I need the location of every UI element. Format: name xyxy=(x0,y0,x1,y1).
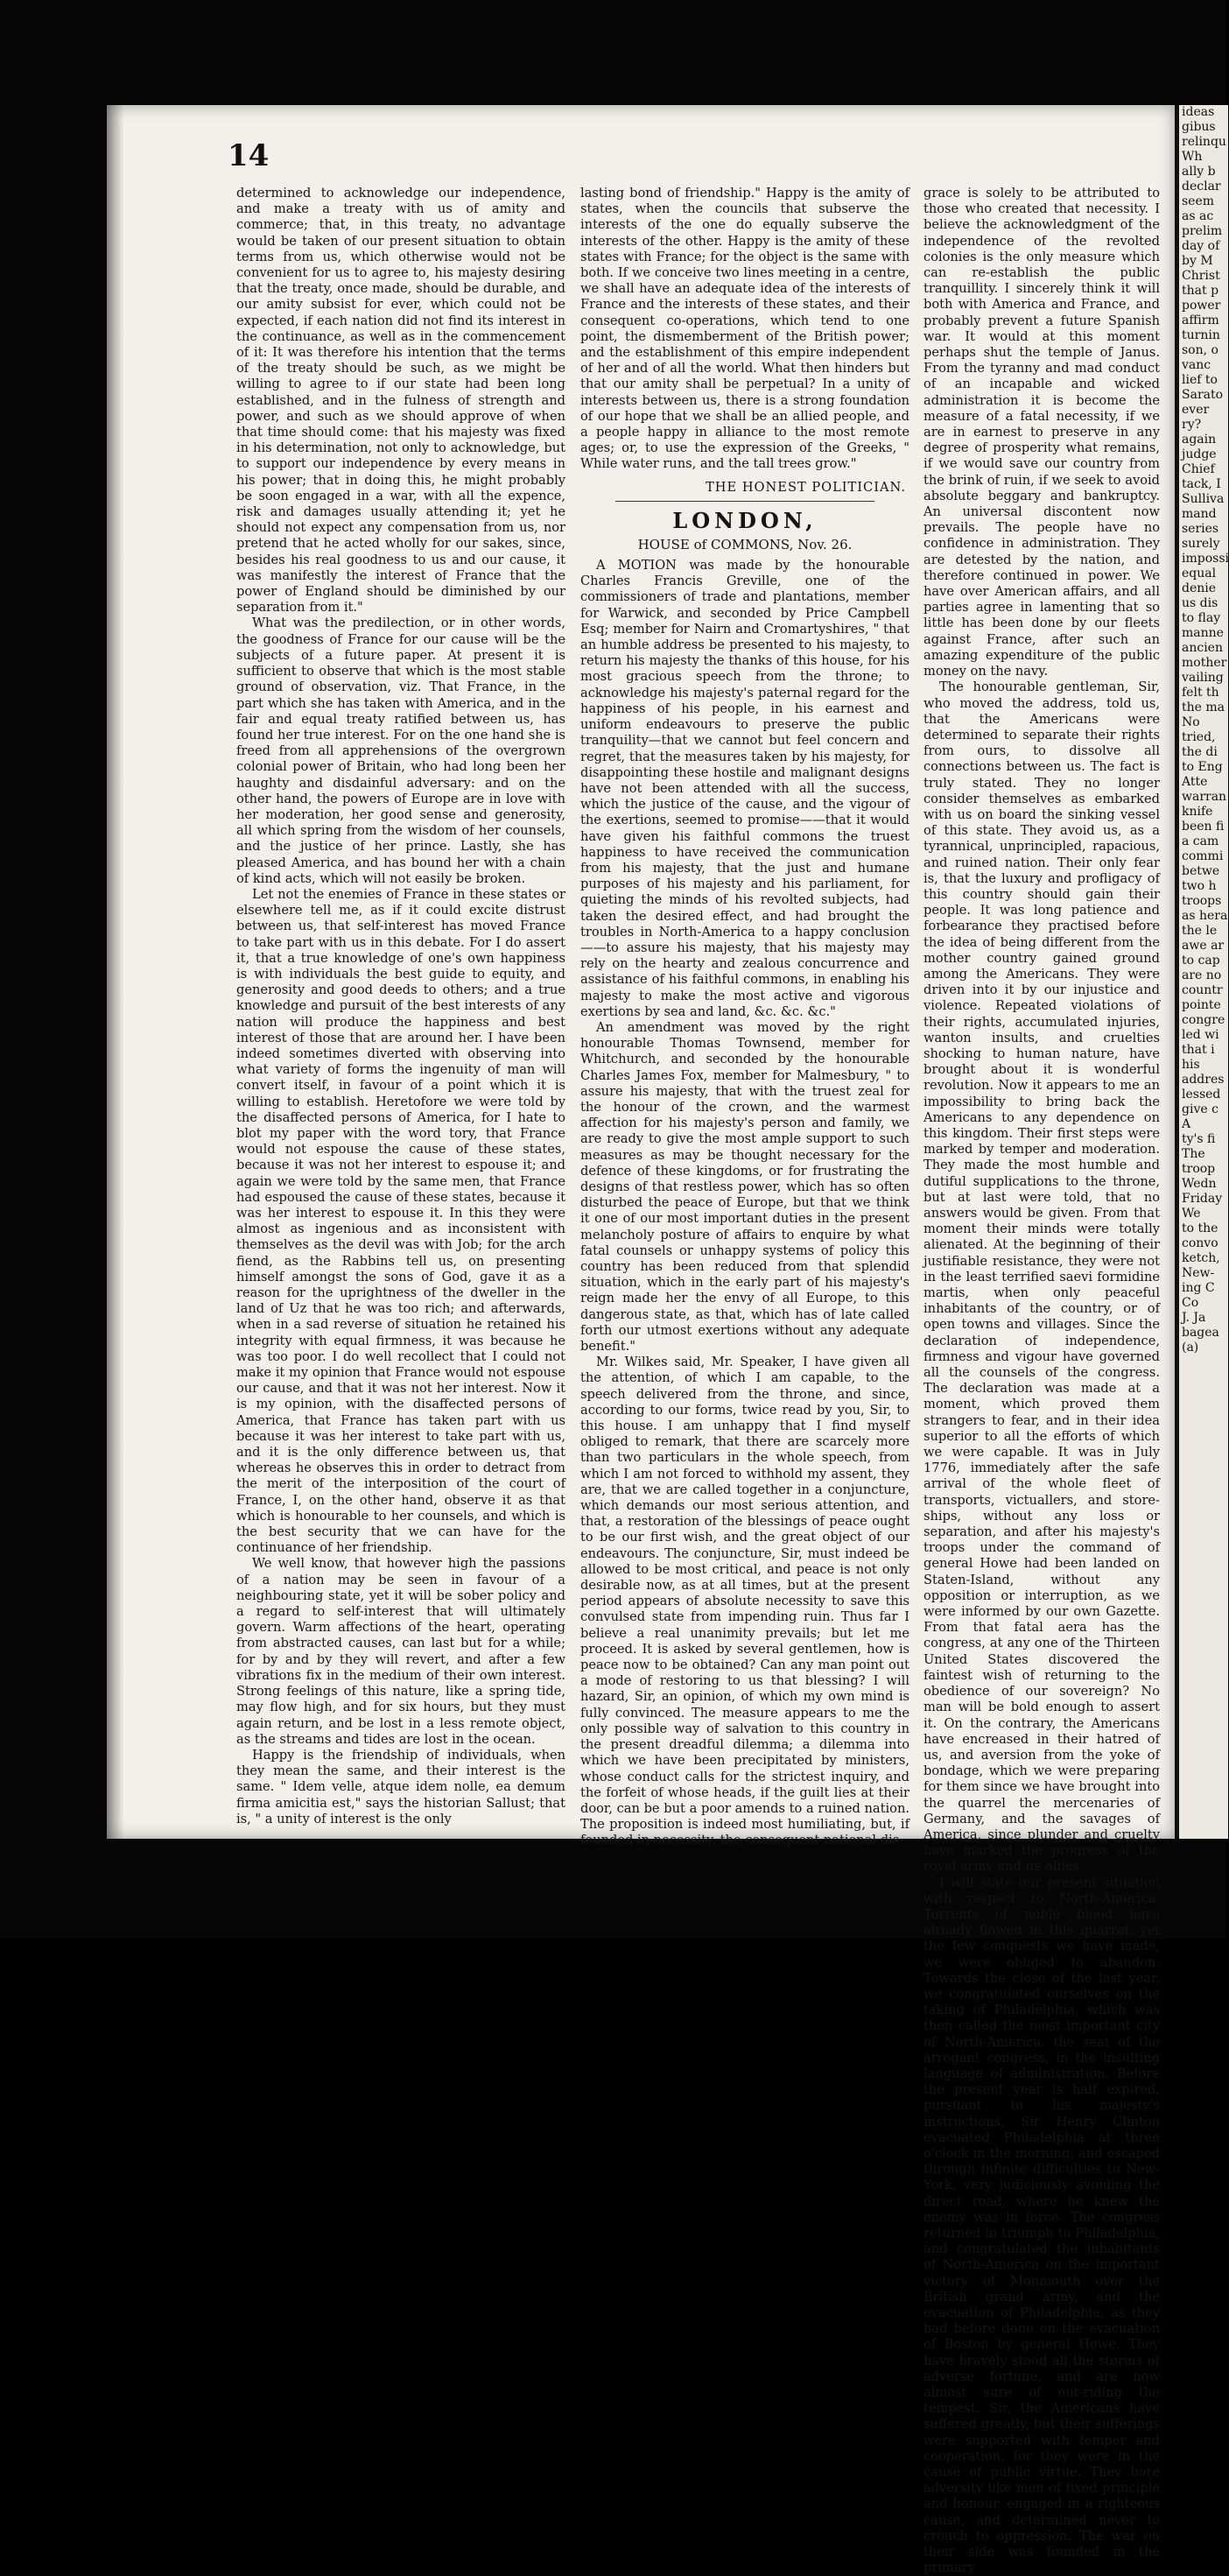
adjacent-fragment: ancien xyxy=(1182,641,1223,655)
adjacent-fragment: New- xyxy=(1182,1266,1215,1280)
adjacent-fragment: us dis xyxy=(1182,596,1218,610)
adjacent-fragment: affirm xyxy=(1182,313,1219,327)
adjacent-fragment: as ac xyxy=(1182,209,1214,223)
adjacent-fragment: led wi xyxy=(1182,1028,1219,1042)
adjacent-fragment: knife xyxy=(1182,805,1213,819)
adjacent-fragment: tried, xyxy=(1182,730,1216,744)
adjacent-fragment: awe ar xyxy=(1182,939,1225,953)
adjacent-fragment: Friday xyxy=(1182,1192,1223,1206)
adjacent-fragment: ty's fi xyxy=(1182,1132,1216,1146)
adjacent-fragment: vailing xyxy=(1182,671,1224,685)
adjacent-fragment: Wedn xyxy=(1182,1177,1217,1191)
adjacent-fragment: bagea xyxy=(1182,1326,1219,1340)
adjacent-fragment: the ma xyxy=(1182,700,1225,714)
adjacent-fragment: J. Ja xyxy=(1182,1311,1206,1325)
adjacent-fragment: denie xyxy=(1182,581,1217,595)
adjacent-fragment: Christ xyxy=(1182,269,1220,283)
adjacent-fragment: a cam xyxy=(1182,834,1219,848)
adjacent-fragment: to flay xyxy=(1182,611,1221,625)
adjacent-fragment: the di xyxy=(1182,745,1218,759)
adjacent-fragment: congre xyxy=(1182,1013,1225,1027)
adjacent-fragment: Sarato xyxy=(1182,388,1224,402)
column-middle xyxy=(580,186,909,1848)
col2-paragraph-3: An amendment was moved by the right honourable Thomas Townsend, member for Whitchurch, and seconded by the honourable Charles James Fox, member for Malmesbury, " to assure his majesty, that with the truest zeal for the honour of the crown, and the warmest affection for his majesty's person and family, we are ready to give the most ample support to such measures as may be thought necessary for the defence of these kingdoms, or for frustrating the designs of that restless power, which has so often disturbed the peace of Europe, but that we think it one of our most important duties in the present melancholy posture of affairs to enquire by what fatal counsels or unhappy systems of policy this country has been reduced from that splendid situation, which in the early part of his majesty's reign made her the envy of all Europe, to this dangerous state, as that, which has of late called forth our utmost exertions without any adequate benefit." xyxy=(580,1019,909,1355)
adjacent-page-edge xyxy=(1176,105,1228,1839)
adjacent-fragment: day of xyxy=(1182,239,1220,253)
col1-paragraph-4: We well know, that however high the passions of a nation may be seen in favour of a neighbouring state, yet it will be sober policy and a regard to self-interest that will ultimately govern. Warm affections of the heart, operating from abstracted causes, can last but for a while; for by and by they will revert, and after a few vibrations fix in the medium of their own interest. Strong feelings of this nature, like a spring tide, may flow high, and for six hours, but they must again return, and be lost in a less remote object, as the streams and tides are lost in the ocean. xyxy=(236,1556,565,1747)
adjacent-fragment: A xyxy=(1182,1117,1191,1131)
adjacent-fragment: Wh xyxy=(1182,150,1203,164)
adjacent-fragment: seem xyxy=(1182,194,1215,208)
adjacent-fragment: ideas xyxy=(1182,105,1215,119)
adjacent-fragment: commi xyxy=(1182,849,1224,863)
adjacent-fragment: convo xyxy=(1182,1236,1218,1250)
adjacent-fragment: Sulliva xyxy=(1182,492,1225,506)
adjacent-fragment: lessed xyxy=(1182,1087,1221,1101)
adjacent-fragment: series xyxy=(1182,522,1219,536)
adjacent-fragment: by M xyxy=(1182,254,1213,268)
adjacent-fragment: gibus xyxy=(1182,120,1216,134)
adjacent-fragment: No xyxy=(1182,715,1200,729)
adjacent-fragment: pointe xyxy=(1182,998,1221,1012)
adjacent-fragment: as hera xyxy=(1182,909,1228,923)
page-number: 14 xyxy=(228,138,270,173)
col2-paragraph-2: A MOTION was made by the honourable Charles Francis Greville, one of the commissioners of trade and plantations, member for Warwick, and seconded by Price Campbell Esq; member for Nairn and Cromartyshires, " that an humble address be presented to his majesty, to return his majesty the thanks of this house, for his most gracious speech from the throne; to acknowledge his majesty's paternal regard for the happiness of his people, in his earnest and uniform endeavours to preserve the public tranquility—that we cannot but feel concern and regret, that the measures taken by his majesty, for disappointing these hostile and malignant designs have not been attended with all the success, which the justice of the cause, and the vigour of the exertions, seemed to promise——that it would have given his faithful commons the truest happiness to have received the communication from his majesty, that the just and humane purposes of his majesty and his parliament, for quieting the minds of his revolted subjects, had taken the desired effect, and had brought the troubles in North-America to a happy conclusion——to assure his majesty, that his majesty may rely on the hearty and zealous concurrence and assistance of his faithful commons, in enabling his majesty to make the most active and vigorous exertions by sea and land, &c. &c. &c." xyxy=(580,558,909,1019)
adjacent-fragment: troops xyxy=(1182,894,1222,908)
adjacent-fragment: addres xyxy=(1182,1073,1225,1087)
adjacent-page-fragments xyxy=(1179,105,1228,1355)
col3-paragraph-1: grace is solely to be attributed to those who created that necessity. I believe the acknowledgment of the independence of the revolted colonies is the only measure which can re-establish the public tranquillity. I sincerely think it will both with America and France, and probably prevent a future Spanish war. It would at this moment perhaps shut the temple of Janus. From the tyranny and mad conduct of an incapable and wicked administration it is become the measure of a fatal necessity, if we are in earnest to preserve in any degree of prosperity what remains, if we would save our country from the brink of ruin, if we seek to avoid absolute beggary and bankruptcy. An universal discontent now prevails. The people have no confidence in administration. They are detested by the nation, and therefore continued in power. We have over American affairs, and all parties agree in lamenting that so little has been done by our fleets against France, after such an amazing expenditure of the public money on the navy. xyxy=(924,186,1160,679)
section-subhead: HOUSE of COMMONS, Nov. 26. xyxy=(637,536,853,553)
adjacent-fragment: Atte xyxy=(1182,775,1208,789)
adjacent-fragment: relinqu xyxy=(1182,135,1226,149)
column-left xyxy=(236,186,565,1826)
adjacent-fragment: give c xyxy=(1182,1102,1218,1116)
adjacent-fragment: felt th xyxy=(1182,686,1219,700)
adjacent-fragment: mother xyxy=(1182,656,1227,670)
adjacent-fragment: the le xyxy=(1182,924,1218,938)
col3-paragraph-2: The honourable gentleman, Sir, who moved the address, told us, that the Americans were determined to separate their rights from ours, to dissolve all connections between us. The fact is truly stated. They no longer consider themselves as embarked with us on board the sinking vessel of this state. They avoid us, as a tyrannical, unprincipled, rapacious, and ruined nation. Their only fear is, that the luxury and profligacy of this country should gain their people. It was long patience and forbearance they practised before the idea of being different from the mother country gained ground among the Americans. They were driven into it by our injustice and violence. Repeated violations of their rights, accumulated injuries, wanton insults, and cruelties shocking to human nature, have brought about it is wonderful revolution. Now it appears to me an impossibility to bring back the Americans to any dependence on this kingdom. Their first steps were marked by temper and moderation. They made the most humble and dutiful supplications to the throne, but at last were told, that no answers would be given. From that moment their minds were totally alienated. At the beginning of their justifiable resistance, they were not in the least terrified saevi formidine martis, when only peaceful inhabitants of the country, or of open towns and villages. Since the declaration of independence, firmness and vigour have governed all the counsels of the congress. The declaration was made at a moment, which proved them strangers to fear, and in their idea superior to all the efforts of which we were capable. It was in July 1776, immediately after the safe arrival of the whole fleet of transports, victuallers, and store-ships, without any loss or separation, and after his majesty's troops under the command of general Howe had been landed on Staten-Island, without any opposition or interruption, as we were informed by our own Gazette. From that fatal aera has the congress, at any one of the Thirteen United States discovered the faintest wish of returning to the obedience of our sovereign? No man will be bold enough to assert it. On the contrary, the Americans have encreased in their hatred of us, and aversion from the yoke of bondage, which we were preparing for them since we have brought into the quarrel the mercenaries of Germany, and the savages of America, since plunder and cruelty have marked the progress of the royal army and its allies. xyxy=(924,679,1160,1875)
col1-paragraph-5: Happy is the friendship of individuals, when they mean the same, and their interest is the same. " Idem velle, atque idem nolle, ea demum firma amicitia est," says the historian Sallust; that is, " a unity of interest is the only xyxy=(236,1747,565,1826)
author-signature: THE HONEST POLITICIAN. xyxy=(706,479,906,495)
adjacent-fragment: The xyxy=(1182,1147,1205,1161)
adjacent-fragment: Co xyxy=(1182,1296,1199,1310)
adjacent-fragment: warran xyxy=(1182,790,1227,804)
adjacent-fragment: power xyxy=(1182,299,1221,313)
adjacent-fragment: are no xyxy=(1182,968,1222,982)
section-divider xyxy=(615,501,874,502)
col1-paragraph-1: determined to acknowledge our independence, and make a treaty with us of amity and commerce; that, in this treaty, no advantage would be taken of our present situation to obtain terms from us, which otherwise would not be convenient for us to agree to, his majesty desiring that the treaty, once made, should be durable, and our amity subsist for ever, which could not be expected, if each nation did not find its interest in the continuance, as well as in the commencement of it: It was therefore his intention that the terms of the treaty should be such, as we might be willing to agree to if our state had been long established, and in the fulness of strength and power, and such as we should approve of when that time should come: that his majesty was fixed in his determination, not only to acknowledge, but to support our independence by every means in his power; that in doing this, he might probably be soon engaged in a war, with all the expence, risk and damages usually attending it; yet he should not expect any compensation from us, nor pretend that he acted wholly for our sakes, since, besides his real goodness to us and our cause, it was manifestly the interest of France that the power of England should be diminished by our separation from it." xyxy=(236,186,565,616)
adjacent-fragment: declar xyxy=(1182,179,1221,194)
adjacent-fragment: to the xyxy=(1182,1221,1218,1235)
adjacent-fragment: vanc xyxy=(1182,358,1211,372)
adjacent-fragment: We xyxy=(1182,1207,1201,1221)
adjacent-fragment: lief to xyxy=(1182,373,1218,387)
column-right xyxy=(924,186,1160,2576)
newspaper-page xyxy=(107,105,1175,2576)
adjacent-fragment: judge xyxy=(1182,447,1217,461)
adjacent-fragment: manne xyxy=(1182,626,1224,640)
adjacent-fragment: again xyxy=(1182,433,1217,447)
adjacent-fragment: prelim xyxy=(1182,224,1223,238)
adjacent-fragment: (a) xyxy=(1182,1341,1199,1355)
col3-paragraph-3: I will state our present situation with respect to North-America. Torrents of noble blood have already flowed in this quarrel, yet the few conquests we have made, we were obliged to abandon. Towards the close of the last year, we congratulated ourselves on the taking of Philadelphia, which was then called the most important city of North-America, the seat of the arrogant congress, in the insulting language of administration. Before the present year is half expired, pursuant to his majesty's instructions, Sir Henry Clinton evacuated Philadelphia at three o'clock in the morning, and escaped through infinite difficulties to New-York, very judiciously avoiding the direct road, where he knew the enemy was in force. The congress returned in triumph to Philadelphia, and congratulated the inhabitants of North-America on the important victory of Monmouth over the British grand army, and the evacuation of Philadelphia, as they had before done on the evacuation of Boston by general Howe. They have bravely stood all the storms of adverse fortune, and are now almost sure of out-riding the tempest. Sir, the Americans have suffered greatly, but their sufferings were supported with temper and cooperation, for they were in the cause of public virtue. They bore adversity like men of fixed principle and honour, engaged in a righteous cause, and determined never to crouch to oppression. The war on their side was founded in the primary xyxy=(924,1875,1160,2576)
adjacent-fragment: impossi xyxy=(1182,552,1229,566)
adjacent-fragment: ketch, xyxy=(1182,1251,1220,1265)
adjacent-fragment: ry? xyxy=(1182,418,1202,432)
adjacent-fragment: son, o xyxy=(1182,343,1218,357)
adjacent-fragment: ally b xyxy=(1182,165,1216,179)
adjacent-fragment: mand xyxy=(1182,507,1217,521)
adjacent-fragment: turnin xyxy=(1182,328,1220,342)
adjacent-fragment: surely xyxy=(1182,537,1220,551)
adjacent-fragment: that i xyxy=(1182,1043,1215,1057)
adjacent-fragment: equal xyxy=(1182,567,1217,581)
adjacent-fragment: ing C xyxy=(1182,1281,1215,1295)
adjacent-fragment: been fi xyxy=(1182,820,1225,834)
col2-paragraph-4: Mr. Wilkes said, Mr. Speaker, I have given all the attention, of which I am capable, to the speech delivered from the throne, and since, according to our forms, twice read by you, Sir, to this house. I am unhappy that I find myself obliged to remark, that there are scarcely more than two particulars in the whole speech, from which I am not forced to withhold my assent, they are, that we are called together in a conjuncture, which demands our most serious attention, and that, a restoration of the blessings of peace ought to be our first wish, and the great object of our endeavours. The conjuncture, Sir, must indeed be allowed to be most critical, and peace is not only desirable now, as at all times, but at the present period appears of absolute necessity to save this convulsed state from impending ruin. Thus far I believe a real unanimity prevails; but let me proceed. It is asked by several gentlemen, how is peace now to be obtained? Can any man point out a mode of restoring to us that blessing? I will hazard, Sir, an opinion, of which my own mind is fully convinced. The measure appears to me the only possible way of salvation to this country in the present dreadful dilemma; a dilemma into which we have been precipitated by ministers, whose conduct calls for the strictest inquiry, and the forfeit of whose heads, if the guilt lies at their door, can be but a poor amends to a ruined nation. The proposition is indeed most humiliating, but, if founded in necessity, the consequent national dis- xyxy=(580,1355,909,1848)
adjacent-fragment: to Eng xyxy=(1182,760,1223,774)
col1-paragraph-2: What was the predilection, or in other words, the goodness of France for our cause will be the subjects of a future paper. At present it is sufficient to observe that which is the most stable ground of observation, viz. That France, in the part which she has taken with America, and in the fair and equal treaty ratified between us, has found her true interest. For on the one hand she is freed from all apprehensions of the overgrown colonial power of Britain, who had long been her haughty and disdainful adversary: and on the other hand, the powers of Europe are in love with her moderation, her good sense and generosity, all which spring from the wisdom of her counsels, and the justice of her prince. Lastly, she has pleased America, and has bound her with a chain of kind acts, which will not easily be broken. xyxy=(236,616,565,886)
adjacent-fragment: to cap xyxy=(1182,954,1220,968)
adjacent-fragment: two h xyxy=(1182,879,1217,893)
adjacent-fragment: that p xyxy=(1182,284,1219,298)
adjacent-fragment: tack, I xyxy=(1182,477,1221,491)
adjacent-fragment: ever xyxy=(1182,403,1210,417)
col1-paragraph-3: Let not the enemies of France in these states or elsewhere tell me, as if it could excite distrust between us, that self-interest has moved France to take part with us in this debate. For I do assert it, that a true knowledge of one's own happiness is with individuals the best guide to equity, and generosity and good deeds to others; and a true knowledge and pursuit of the best interests of any nation will produce the happiness and best interest of those that are around her. I have been indeed sometimes diverted with observing into what variety of forms the ingenuity of man will convert itself, in favour of a point which it is willing to establish. Heretofore we were told by the disaffected persons of America, for I hate to blot my paper with the word tory, that France would not espouse the cause of these states, because it was not her interest to espouse it; and again we were told by the same men, that France had espoused the cause of these states, because it was her interest to espouse it. In this they were almost as ingenious and as inconsistent with themselves as the devil was with Job; for the arch fiend, as the Rabbins tell us, on presenting himself amongst the sons of God, gave it as a reason for the uprightness of the dweller in the land of Uz that he was too rich; and afterwards, when in a sad reverse of situation he retained his integrity with equal firmness, it was because he was too poor. I do well recollect that I could not make it my opinion that France would not espouse our cause, and that it was not her interest. Now it is my opinion, with the disaffected persons of America, that France has taken part with us because it was her interest to take part with us, and it is the only difference between us, that whereas he observes this in order to detract from the merit of the interposition of the court of France, I, on the other hand, observe it as that which is honourable to her counsels, and which is the best security that we can have for the continuance of her friendship. xyxy=(236,886,565,1556)
section-headline: LONDON, xyxy=(672,507,818,533)
adjacent-fragment: betwe xyxy=(1182,864,1220,878)
page-fold-shadow xyxy=(107,105,124,1839)
adjacent-fragment: troop xyxy=(1182,1162,1216,1176)
col2-paragraph-1: lasting bond of friendship." Happy is the amity of states, when the councils that subserve the interests of the one do equally subserve the interests of the other. Happy is the amity of these states with France; for the object is the same with both. If we conceive two lines meeting in a centre, we shall have an adequate idea of the interests of France and the interests of these states, and their consequent co-operations, which tend to one point, the dismemberment of the British power; and the establishment of this empire independent of her and of all the world. What then hinders but that our amity shall be perpetual? In a unity of interests between us, there is a strong foundation of our hope that we shall be an allied people, and a people happy in alliance to the most remote ages; or, to use the expression of the Greeks, " While water runs, and the tall trees grow." xyxy=(580,186,909,472)
adjacent-fragment: countr xyxy=(1182,983,1223,997)
adjacent-fragment: Chief xyxy=(1182,462,1215,476)
adjacent-fragment: his xyxy=(1182,1058,1200,1072)
